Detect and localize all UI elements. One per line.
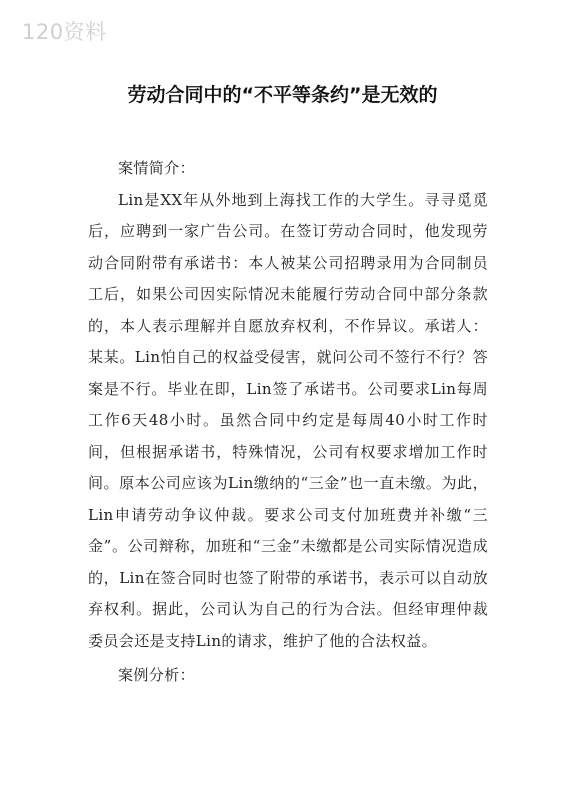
intro-heading: 案情简介：: [118, 159, 196, 177]
page-title: 劳动合同中的“不平等条约”是无效的: [127, 84, 438, 106]
watermark: 120资料: [22, 20, 107, 44]
intro-paragraph: Lin是XX年从外地到上海找工作的大学生。寻寻觅觅后，应聘到一家广告公司。在签订劳动合同时，他发现劳动合同附带有承诺书：本人被某公司招聘录用为合同制员工后，如果公司因实际情况未能履行劳动合同中部分条款的，本人表示理解并自愿放弃权利，不作异议。承诺人：某某。Lin怕自己的权益受侵害，就问公司不签行不行？答案是不行。毕业在即，Lin签了承诺书。公司要求Lin每周工作6天48小时。虽然合同中约定是每周40小时工作时间，但根据承诺书，特殊情况，公司有权要求增加工作时间。原本公司应该为Lin缴纳的“三金”也一直未缴。为此，Lin申请劳动争议仲裁。要求公司支付加班费并补缴“三金”。公司辩称，加班和“三金”未缴都是公司实际情况造成的，Lin在签合同时也签了附带的承诺书，表示可以自动放弃权利。据此，公司认为自己的行为合法。但经审理仲裁委员会还是支持Lin的请求，维护了他的合法权益。: [88, 190, 488, 650]
analysis-heading: 案例分析：: [118, 666, 196, 684]
document-body: [88, 153, 488, 692]
